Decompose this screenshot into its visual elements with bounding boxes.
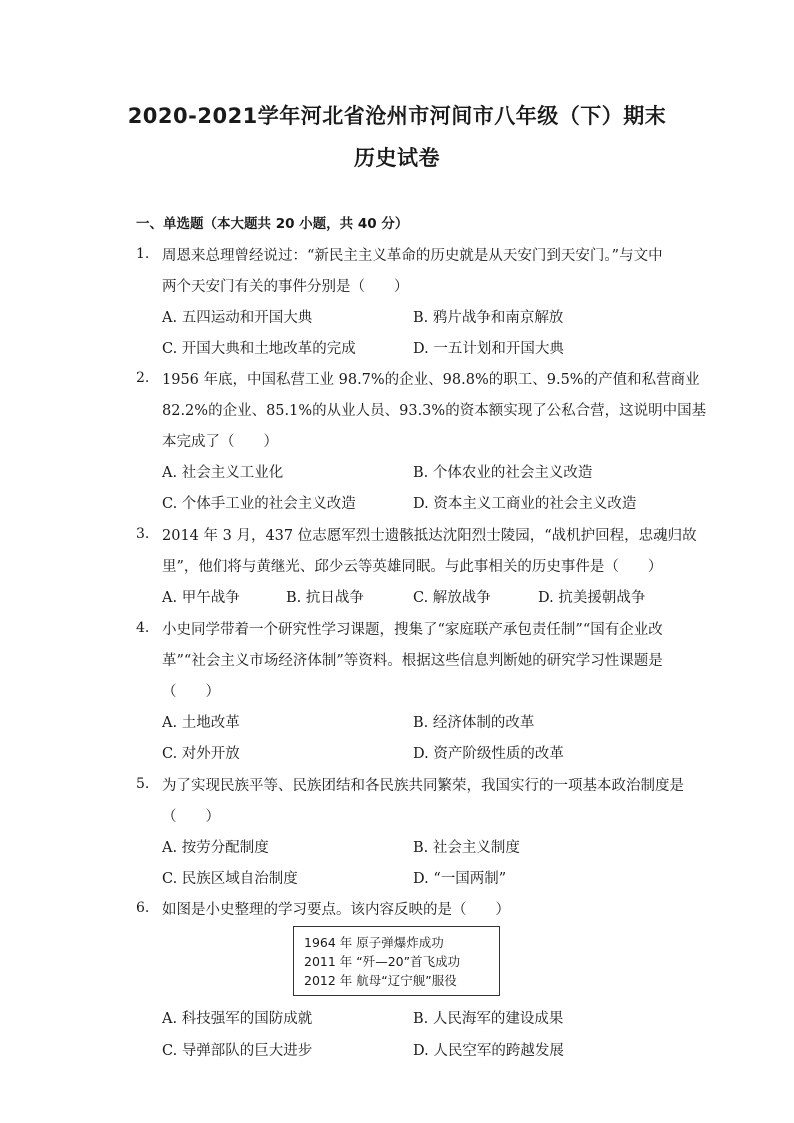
option-d: D. 抗美援朝战争 xyxy=(538,590,646,606)
page-title: 2020-2021学年河北省沧州市河间市八年级（下）期末 xyxy=(127,104,667,128)
figure-line: 2011 年 “歼—20”首飞成功 xyxy=(304,954,461,969)
option-a: A. 社会主义工业化 xyxy=(162,465,284,481)
option-d: D. 资产阶级性质的改革 xyxy=(413,746,564,762)
question-number: 1. xyxy=(136,246,150,262)
question-text: 2014 年 3 月，437 位志愿军烈士遗骸抵达沈阳烈士陵园，“战机护回程，忠魂归故 xyxy=(162,528,697,544)
figure-line: 2012 年 航母“辽宁舰”服役 xyxy=(304,973,457,988)
option-a: A. 五四运动和开国大典 xyxy=(162,310,313,326)
question-number: 3. xyxy=(136,526,150,542)
option-b: B. 社会主义制度 xyxy=(413,840,520,856)
question-number: 4. xyxy=(136,620,150,636)
question-text: 小史同学带着一个研究性学习课题，搜集了“家庭联产承包责任制”“国有企业改 xyxy=(162,622,663,638)
option-a: A. 土地改革 xyxy=(162,715,240,731)
question-text: 1956 年底，中国私营工业 98.7%的企业、98.8%的职工、9.5%的产值和私营商业 xyxy=(162,372,700,388)
question-text: （ ） xyxy=(162,684,220,700)
study-notes-figure xyxy=(293,926,500,996)
question-number: 2. xyxy=(136,370,150,386)
option-d: D. 人民空军的跨越发展 xyxy=(413,1043,564,1059)
option-a: A. 按劳分配制度 xyxy=(162,840,269,856)
option-c: C. 解放战争 xyxy=(413,590,491,606)
question-number: 5. xyxy=(136,776,150,792)
option-b: B. 经济体制的改革 xyxy=(413,715,535,731)
option-a: A. 科技强军的国防成就 xyxy=(162,1011,313,1027)
option-c: C. 导弹部队的巨大进步 xyxy=(162,1043,313,1059)
option-d: D. 一五计划和开国大典 xyxy=(413,341,564,357)
question-text: 为了实现民族平等、民族团结和各民族共同繁荣，我国实行的一项基本政治制度是 xyxy=(162,778,684,794)
question-text: 革”“社会主义市场经济体制”等资料。根据这些信息判断她的研究学习性课题是 xyxy=(162,653,663,669)
section-heading: 一、单选题（本大题共 20 小题，共 40 分） xyxy=(136,216,409,232)
figure-line: 1964 年 原子弹爆炸成功 xyxy=(304,935,444,950)
question-text: （ ） xyxy=(162,809,220,825)
option-b: B. 个体农业的社会主义改造 xyxy=(413,465,593,481)
option-b: B. 人民海军的建设成果 xyxy=(413,1011,564,1027)
option-c: C. 个体手工业的社会主义改造 xyxy=(162,496,356,512)
option-a: A. 甲午战争 xyxy=(162,590,240,606)
option-b: B. 鸦片战争和南京解放 xyxy=(413,310,564,326)
option-c: C. 民族区域自治制度 xyxy=(162,871,298,887)
question-number: 6. xyxy=(136,900,150,916)
question-text: 82.2%的企业、85.1%的从业人员、93.3%的资本额实现了公私合营，这说明中国基 xyxy=(162,403,707,419)
option-d: D. 资本主义工商业的社会主义改造 xyxy=(413,496,637,512)
question-text: 如图是小史整理的学习要点。该内容反映的是（ ） xyxy=(162,902,510,918)
page-subtitle: 历史试卷 xyxy=(354,146,440,170)
question-text: 本完成了（ ） xyxy=(162,434,278,450)
option-c: C. 对外开放 xyxy=(162,746,240,762)
option-d: D. “一国两制” xyxy=(413,871,507,887)
question-text: 周恩来总理曾经说过：“新民主主义革命的历史就是从天安门到天安门。”与文中 xyxy=(162,248,663,264)
option-c: C. 开国大典和土地改革的完成 xyxy=(162,341,356,357)
question-text: 两个天安门有关的事件分别是（ ） xyxy=(162,279,409,295)
option-b: B. 抗日战争 xyxy=(286,590,364,606)
question-text: 里”，他们将与黄继光、邱少云等英雄同眠。与此事相关的历史事件是（ ） xyxy=(162,559,663,575)
